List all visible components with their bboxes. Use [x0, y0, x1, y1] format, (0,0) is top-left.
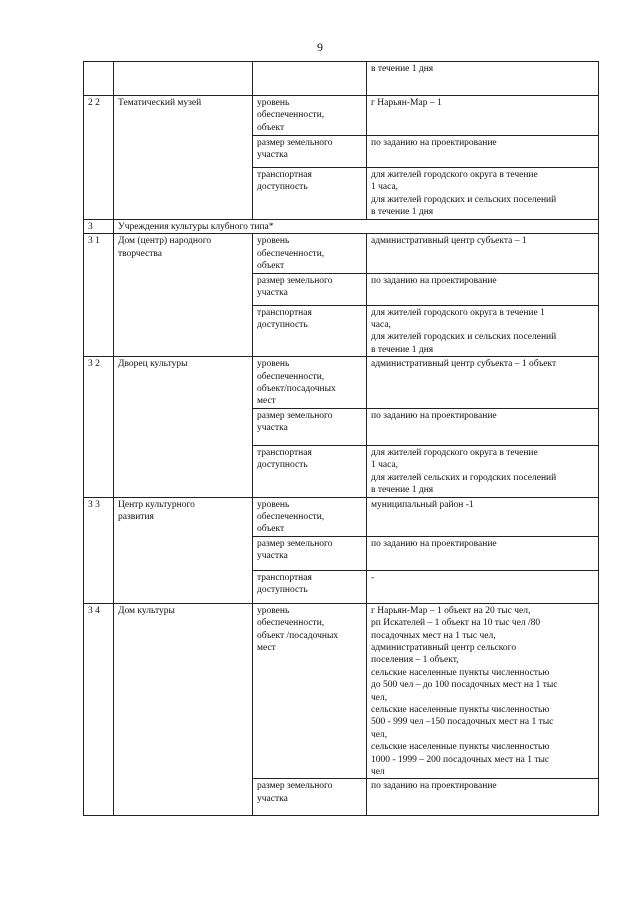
table-body	[84, 62, 599, 816]
page-number: 9	[317, 40, 323, 54]
cell-param: размер земельного участка	[253, 779, 367, 816]
cell-param: транспортная доступность	[253, 305, 367, 357]
cell-param: транспортная доступность	[253, 570, 367, 603]
cell-value: по заданию на проектирование	[367, 408, 599, 445]
cell-value: в течение 1 дня	[367, 62, 599, 96]
cell-value: административный центр субъекта – 1 объект	[367, 357, 599, 409]
cell-param: уровень обеспеченности, объект	[253, 497, 367, 536]
cell-name: Дом (центр) народного творчества	[114, 234, 253, 357]
cell-num: 3 1	[84, 234, 114, 357]
table-row	[84, 62, 599, 96]
cell-name: Центр культурного развития	[114, 497, 253, 603]
cell-value: административный центр субъекта – 1	[367, 234, 599, 273]
cell-param: уровень обеспеченности, объект/посадочных мест	[253, 357, 367, 409]
cell-param: уровень обеспеченности, объект	[253, 234, 367, 273]
cell-num: 3 4	[84, 603, 114, 816]
cell-param: размер земельного участка	[253, 536, 367, 570]
cell-value: муниципальный район -1	[367, 497, 599, 536]
cell-param: транспортная доступность	[253, 445, 367, 497]
cell-value: по заданию на проектирование	[367, 779, 599, 816]
cell-num: 3 2	[84, 357, 114, 497]
cell-name: Тематический музей	[114, 96, 253, 220]
cell-param: уровень обеспеченности, объект /посадочных мест	[253, 603, 367, 779]
cell-value: по заданию на проектирование	[367, 136, 599, 168]
table-row	[84, 96, 599, 136]
cell-num	[84, 62, 114, 96]
table-row	[84, 497, 599, 536]
cell-num: 3 3	[84, 497, 114, 603]
cell-name: Учреждения культуры клубного типа*	[114, 220, 599, 234]
cell-num: 2 2	[84, 96, 114, 220]
cell-value: для жителей городского округа в течение 1 часа, для жителей сельских и городских поселений в течение 1 дня	[367, 445, 599, 497]
cell-param: размер земельного участка	[253, 273, 367, 305]
cell-name: Дворец культуры	[114, 357, 253, 497]
cell-name	[114, 62, 253, 96]
table-row	[84, 603, 599, 779]
cell-param	[253, 62, 367, 96]
cell-value: для жителей городского округа в течение 1 часа, для жителей городских и сельских поселений в течение 1 дня	[367, 168, 599, 220]
cell-value: по заданию на проектирование	[367, 536, 599, 570]
cell-param: размер земельного участка	[253, 408, 367, 445]
cell-num: 3	[84, 220, 114, 234]
cell-value: г Нарьян-Мар – 1 объект на 20 тыс чел, рп Искателей – 1 объект на 10 тыс чел /80 посадочных мест на 1 тыс чел, административный центр сельского поселения – 1 объект, сельские населенные пункты численностью до 500 чел – до 100 посадочных мест на 1 тыс чел, сельские населенные пункты численностью 500 - 999 чел –150 посадочных мест на 1 тыс чел, сельские населенные пункты численностью 1000 - 1999 – 200 посадочных мест на 1 тыс чел	[367, 603, 599, 779]
table-row	[84, 357, 599, 409]
cell-param: размер земельного участка	[253, 136, 367, 168]
cell-value: -	[367, 570, 599, 603]
cell-param: транспортная доступность	[253, 168, 367, 220]
cell-param: уровень обеспеченности, объект	[253, 96, 367, 136]
cell-value: для жителей городского округа в течение 1 часа, для жителей городских и сельских поселений в течение 1 дня	[367, 305, 599, 357]
table-row	[84, 234, 599, 273]
cell-name: Дом культуры	[114, 603, 253, 816]
cell-value: по заданию на проектирование	[367, 273, 599, 305]
cell-value: г Нарьян-Мар – 1	[367, 96, 599, 136]
table-row	[84, 220, 599, 234]
standards-table	[83, 61, 599, 816]
